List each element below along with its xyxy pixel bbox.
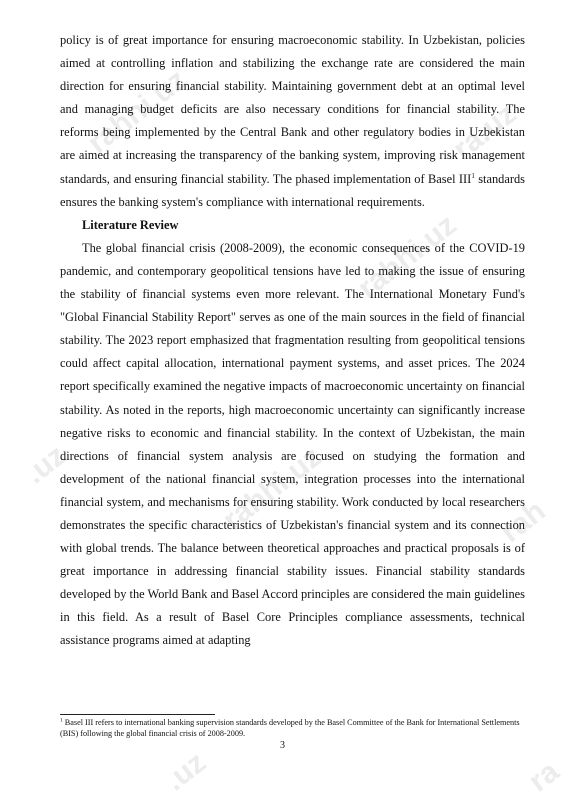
- watermark: ra: [522, 754, 565, 799]
- page-number: 3: [280, 740, 285, 751]
- footnote-reference: 1: [471, 171, 475, 180]
- watermark: .uz: [158, 745, 213, 798]
- section-heading: Literature Review: [82, 217, 179, 232]
- footnote: [60, 717, 525, 739]
- watermark: rah: [494, 494, 552, 549]
- footnote-divider: [60, 714, 215, 715]
- footnote-text: Basel III refers to international banking supervision standards developed by the Basel Committee of the Bank for International Settlements (BIS) following the global financial crisis of 2008-2009.: [60, 718, 520, 738]
- watermark: rahhi.uz: [216, 440, 328, 538]
- watermark: .uz: [18, 438, 73, 491]
- body-text: [60, 29, 525, 653]
- paragraph: [60, 29, 525, 214]
- paragraph-text: policy is of great importance for ensuring macroeconomic stability. In Uzbekistan, policies aimed at controlling inflation and stabilizing the exchange rate are considered the main direction for ensuring financial stability. Maintaining government debt at an optimal level and managing budget deficits are also necessary conditions for financial stability. The reforms being implemented by the Central Bank and other regulatory bodies in Uzbekistan are aimed at increasing the transparency of the banking system, improving risk management standards, and ensuring financial stability. The phased implementation of Basel III: [60, 33, 525, 186]
- watermark: rahhi.uz: [81, 63, 193, 161]
- paragraph-text: standards ensures the banking system's compliance with international requirements.: [60, 171, 525, 209]
- watermark: rahhi.uz: [351, 208, 463, 306]
- paragraph: The global financial crisis (2008-2009), the economic consequences of the COVID-19 pandemic, and contemporary geopolitical tensions have led to making the issue of ensuring the stability of financial systems even more relevant. The International Monetary Fund's "Global Financial Stability Report" serves as one of the main sources in the field of financial stability. The 2023 report emphasized that fragmentation resulting from geopolitical tensions could affect capital allocation, international payment systems, and asset prices. The 2024 report specifically examined the negative impacts of macroeconomic uncertainty on financial stability. As noted in the reports, high macroeconomic uncertainty can significantly increase negative risks to economic and financial stability. In the context of Uzbekistan, the main directions of financial system analysis are focused on studying the formation and development of the national financial system, integration processes into the international financial system, and mechanisms for ensuring stability. Work conducted by local researchers demonstrates the specific characteristics of Uzbekistan's financial system and its connection with global trends. The balance between theoretical approaches and practical proposals is of great importance in addressing financial stability issues. Financial stability standards developed by the World Bank and Basel Accord principles are considered the main guidelines in this field. As a result of Basel Core Principles compliance assessments, technical assistance programs aimed at adapting: [60, 240, 526, 648]
- watermark: ra.uz: [446, 97, 523, 167]
- footnote-marker: 1: [60, 717, 63, 724]
